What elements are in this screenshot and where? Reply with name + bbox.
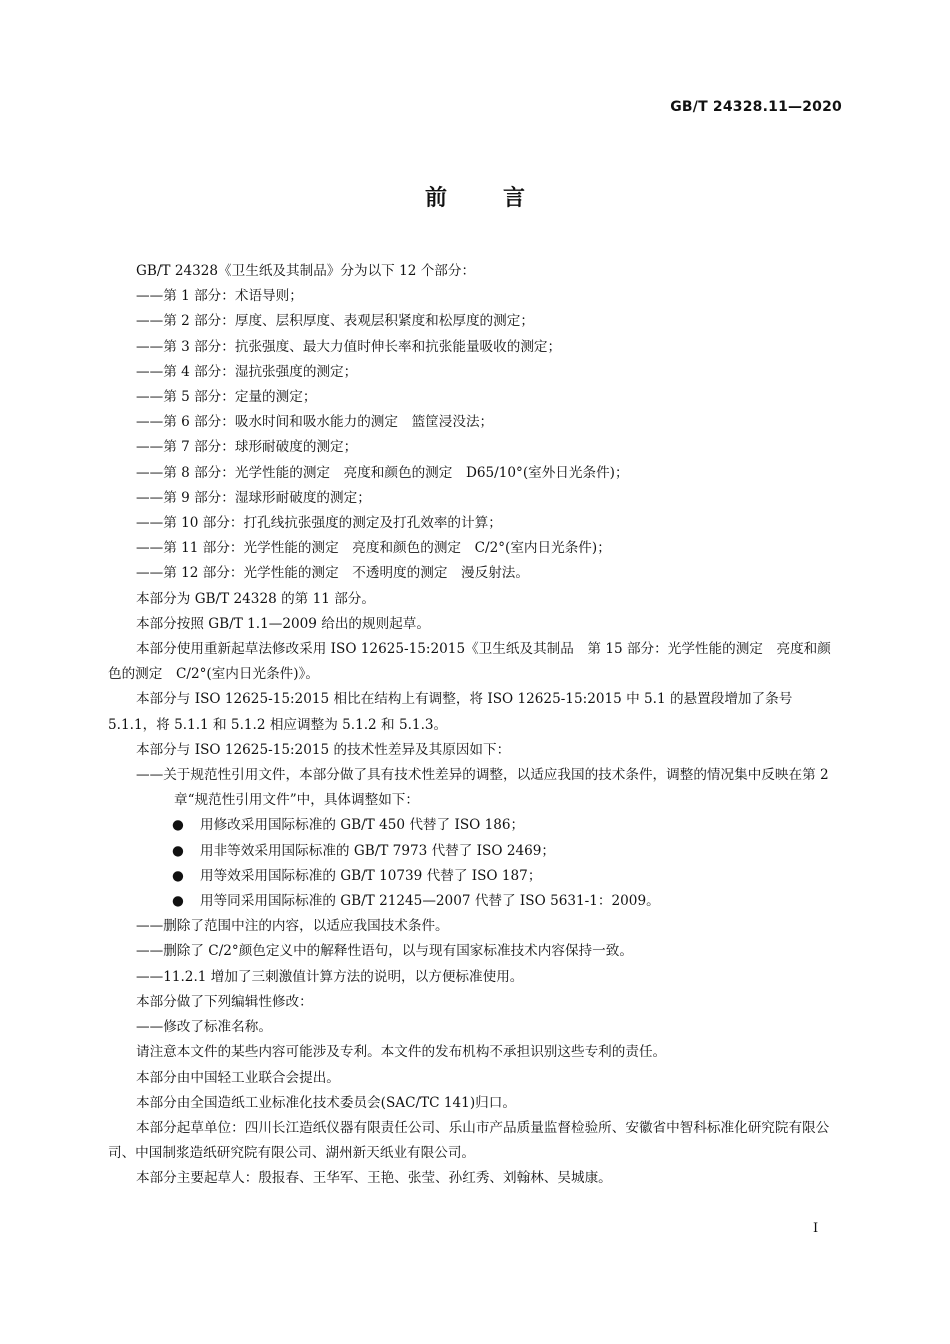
part-item: ——第 1 部分：术语导则； xyxy=(136,288,303,305)
bullet-item xyxy=(108,864,844,889)
bullet-text: 用非等效采用国际标准的 GB/T 7973 代替了 ISO 2469； xyxy=(200,842,556,859)
paragraph: 请注意本文件的某些内容可能涉及专利。本文件的发布机构不承担识别这些专利的责任。 xyxy=(136,1044,667,1061)
part-item: ——第 11 部分：光学性能的测定 亮度和颜色的测定 C/2°(室内日光条件)； xyxy=(136,540,611,557)
bullet-item xyxy=(108,839,844,864)
paragraph: 本部分主要起草人：殷报春、王华军、王艳、张莹、孙红秀、刘翰林、吴城康。 xyxy=(136,1170,612,1187)
difference-item: ——关于规范性引用文件，本部分做了具有技术性差异的调整，以适应我国的技术条件，调整的情况集中反映在第 2 章“规范性引用文件”中，具体调整如下： xyxy=(136,767,829,809)
bullet-item xyxy=(108,889,844,914)
part-item: ——第 10 部分：打孔线抗张强度的测定及打孔效率的计算； xyxy=(136,515,502,532)
standard-code: GB/T 24328.11—2020 xyxy=(670,99,842,115)
part-item: ——第 8 部分：光学性能的测定 亮度和颜色的测定 D65/10°(室外日光条件)； xyxy=(136,464,629,481)
difference-item: ——删除了范围中注的内容，以适应我国技术条件。 xyxy=(136,918,449,935)
paragraph: 本部分与 ISO 12625-15:2015 相比在结构上有调整，将 ISO 12625-15:2015 中 5.1 的悬置段增加了条号 5.1.1，将 5.1.1 和 5.1.2 相应调整为 5.1.2 和 5.1.3。 xyxy=(108,691,793,733)
part-item: ——第 2 部分：厚度、层积厚度、表观层积紧度和松厚度的测定； xyxy=(136,313,534,330)
part-item: ——第 6 部分：吸水时间和吸水能力的测定 篮筐浸没法； xyxy=(136,414,494,431)
part-item: ——第 3 部分：抗张强度、最大力值时伸长率和抗张能量吸收的测定； xyxy=(136,338,562,355)
paragraph: 本部分由中国轻工业联合会提出。 xyxy=(136,1069,340,1086)
paragraph: 本部分按照 GB/T 1.1—2009 给出的规则起草。 xyxy=(136,615,430,632)
bullet-icon: ● xyxy=(172,867,184,884)
part-item: ——第 7 部分：球形耐破度的测定； xyxy=(136,439,358,456)
bullet-icon: ● xyxy=(172,842,184,859)
bullet-icon: ● xyxy=(172,893,184,910)
edit-item: ——修改了标准名称。 xyxy=(136,1019,272,1036)
bullet-text: 用等效采用国际标准的 GB/T 10739 代替了 ISO 187； xyxy=(200,867,542,884)
bullet-item xyxy=(108,813,844,838)
bullet-text: 用修改采用国际标准的 GB/T 450 代替了 ISO 186； xyxy=(200,817,525,834)
difference-item: ——删除了 C/2°颜色定义中的解释性语句，以与现有国家标准技术内容保持一致。 xyxy=(136,943,633,960)
part-item: ——第 4 部分：湿抗张强度的测定； xyxy=(136,363,358,380)
paragraph: 本部分使用重新起草法修改采用 ISO 12625-15:2015《卫生纸及其制品 第 15 部分：光学性能的测定 亮度和颜色的测定 C/2°(室内日光条件)》。 xyxy=(108,641,831,683)
paragraph: 本部分起草单位：四川长江造纸仪器有限责任公司、乐山市产品质量监督检验所、安徽省中智科标准化研究院有限公司、中国制浆造纸研究院有限公司、湖州新天纸业有限公司。 xyxy=(108,1119,830,1162)
part-item: ——第 9 部分：湿球形耐破度的测定； xyxy=(136,489,371,506)
intro-paragraph: GB/T 24328《卫生纸及其制品》分为以下 12 个部分： xyxy=(136,263,476,279)
paragraph: 本部分由全国造纸工业标准化技术委员会(SAC/TC 141)归口。 xyxy=(136,1094,516,1111)
bullet-text: 用等同采用国际标准的 GB/T 21245—2007 代替了 ISO 5631-1：2009。 xyxy=(200,893,660,910)
difference-item: ——11.2.1 增加了三刺激值计算方法的说明，以方便标准使用。 xyxy=(136,968,524,985)
page-title: 前言 xyxy=(424,186,581,211)
paragraph: 本部分为 GB/T 24328 的第 11 部分。 xyxy=(136,590,375,607)
part-item: ——第 5 部分：定量的测定； xyxy=(136,389,317,406)
part-item: ——第 12 部分：光学性能的测定 不透明度的测定 漫反射法。 xyxy=(136,565,529,582)
paragraph: 本部分与 ISO 12625-15:2015 的技术性差异及其原因如下： xyxy=(136,741,511,758)
page-number: I xyxy=(813,1221,819,1236)
bullet-icon: ● xyxy=(172,817,184,834)
document-body xyxy=(108,259,844,1192)
paragraph: 本部分做了下列编辑性修改： xyxy=(136,993,313,1010)
